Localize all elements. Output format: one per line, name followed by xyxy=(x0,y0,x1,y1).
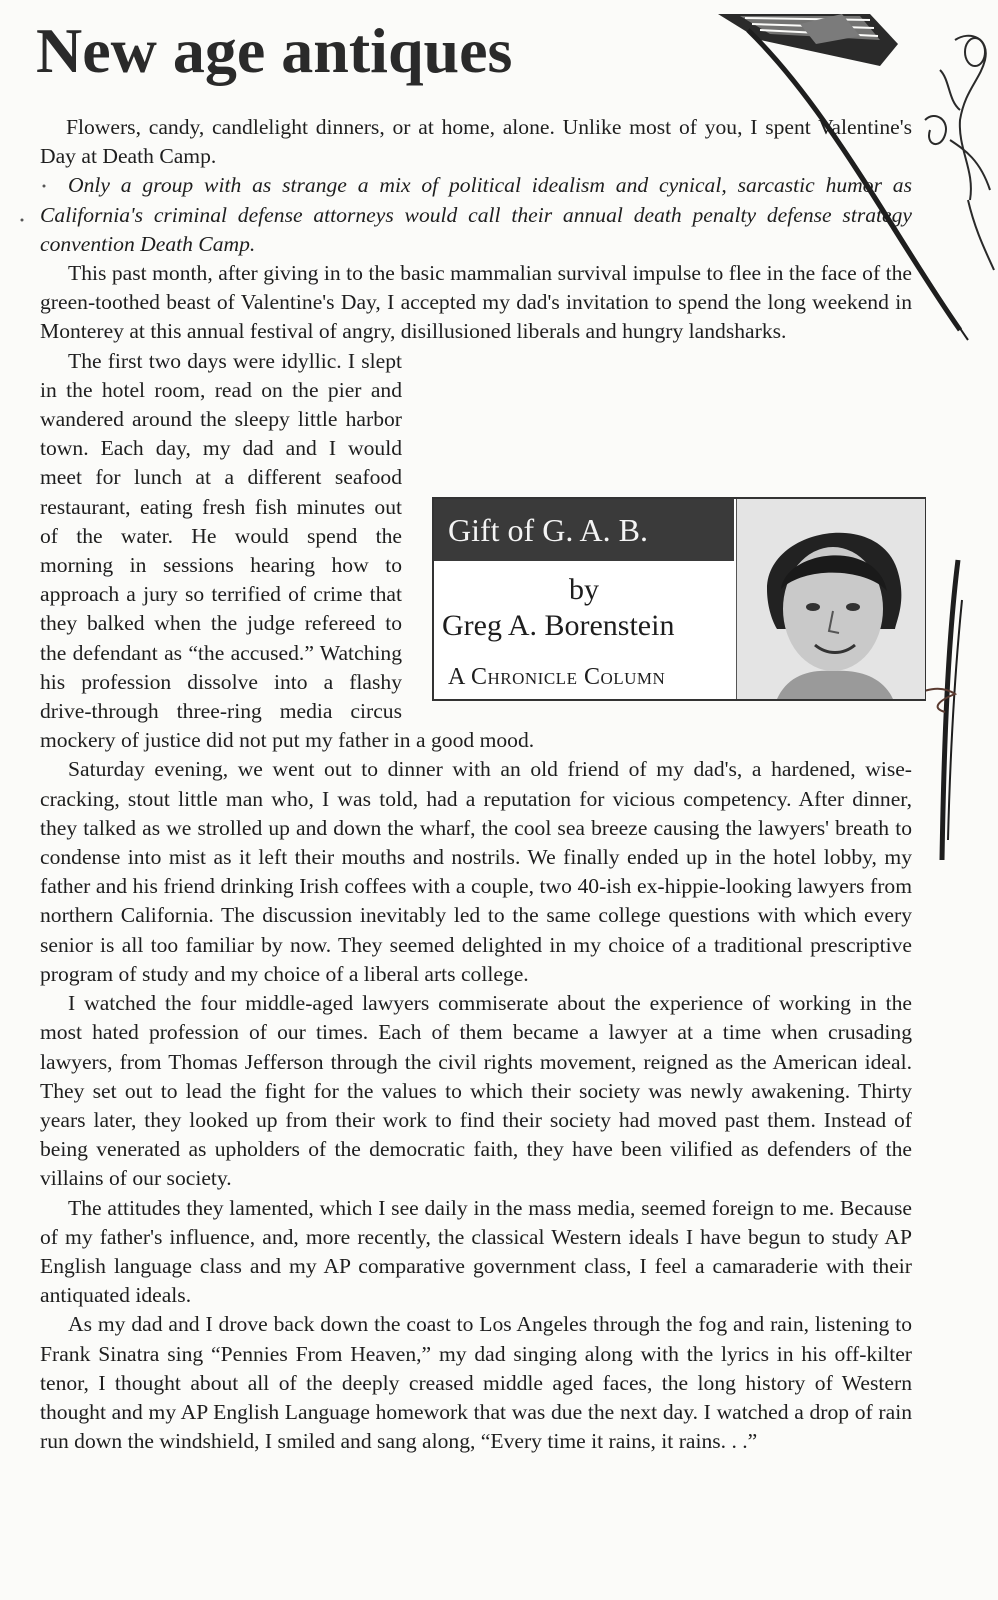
column-title: Gift of G. A. B. xyxy=(434,499,734,561)
paragraph-6: I watched the four middle-aged lawyers commiserate about the experience of working in the most hated profession of our times. Each of them became a lawyer at a time when crusading lawyers, from Thomas Jefferson through the civil rights movement, reigned as the American ideal. They set out to lead the fight for the values to which their society was newly awakening. Thirty years later, they looked up from their work to find their society had moved past them. Instead of being venerated as upholders of the democratic faith, they have been vilified as defenders of the villains of our society. xyxy=(40,991,912,1191)
column-box-float xyxy=(432,497,926,701)
headline: New age antiques xyxy=(36,15,513,86)
paragraph-7: The attitudes they lamented, which I see daily in the mass media, seemed foreign to me. Because of my father's influence, and, more recently, the classical Western ideals I have begun to study AP English language class and my AP comparative government class, I feel a camaraderie with their antiquated ideals. xyxy=(40,1195,912,1308)
column-box-text xyxy=(434,499,734,699)
paragraph-4: The first two days were idyllic. I slept in the hotel room, read on the pier and wandered around the sleepy little harbor town. Each day, my dad and I would meet for lunch at a different seafood restaurant, eating fresh fish minutes out of the water. He would spend the morning in sessions hearing how to approach a jury so terrified of crime that they balked when the judge refereed to the defendant as “the accused.” Watching his profession dissolve into a flashy drive-through three-ring media circus mockery of justice did not put my father in a good mood. xyxy=(40,348,535,753)
article-body xyxy=(40,113,912,1456)
paragraph-8: As my dad and I drove back down the coast to Los Angeles through the fog and rain, listening to Frank Sinatra sing “Pennies From Heaven,” my dad singing along with the lyrics in his off-kilter tenor, I thought about all of the deeply creased middle aged faces, the long history of Western thought and my AP English Language homework that was due the next day. I watched a drop of rain run down the windshield, I smiled and sang along, “Every time it rains, it rains. . .” xyxy=(40,1312,912,1454)
column-tag: A Chronicle Column xyxy=(448,663,666,690)
vertical-stroke xyxy=(942,560,958,860)
paragraph-1: Flowers, candy, candlelight dinners, or at home, alone. Unlike most of you, I spent Valentine's Day at Death Camp. xyxy=(40,115,912,169)
column-by: by xyxy=(569,572,599,606)
column-author: Greg A. Borenstein xyxy=(442,608,675,642)
paragraph-5: Saturday evening, we went out to dinner with an old friend of my dad's, a hardened, wise-cracking, stout little man who, I was told, had a reputation for vicious competency. After dinner, they talked as we strolled up and down the wharf, the cool sea breeze causing the lawyers' breath to condense into mist as it left their mouths and nostrils. We finally ended up in the hotel lobby, my father and his friend drinking Irish coffees with a couple, two 40-ish ex-hippie-looking lawyers from northern California. The discussion inevitably led to the same college questions with which every senior is all too familiar by now. They seemed delighted in my choice of a traditional prescriptive program of study and my choice of a liberal arts college. xyxy=(40,757,912,986)
author-portrait-image xyxy=(737,499,925,699)
pencil-icon xyxy=(718,14,898,66)
figure-sketch xyxy=(925,36,994,270)
author-photo xyxy=(736,499,925,699)
paragraph-2: Only a group with as strange a mix of political idealism and cynical, sarcastic humor as California's criminal defense attorneys would call their annual death penalty defense strategy convention Death Camp. xyxy=(40,173,912,256)
column-box xyxy=(432,497,926,701)
paragraph-3: This past month, after giving in to the basic mammalian survival impulse to flee in the face of the green-toothed beast of Valentine's Day, I accepted my dad's invitation to spend the long weekend in Monterey at this annual festival of angry, disillusioned liberals and hungry landsharks. xyxy=(40,261,912,344)
